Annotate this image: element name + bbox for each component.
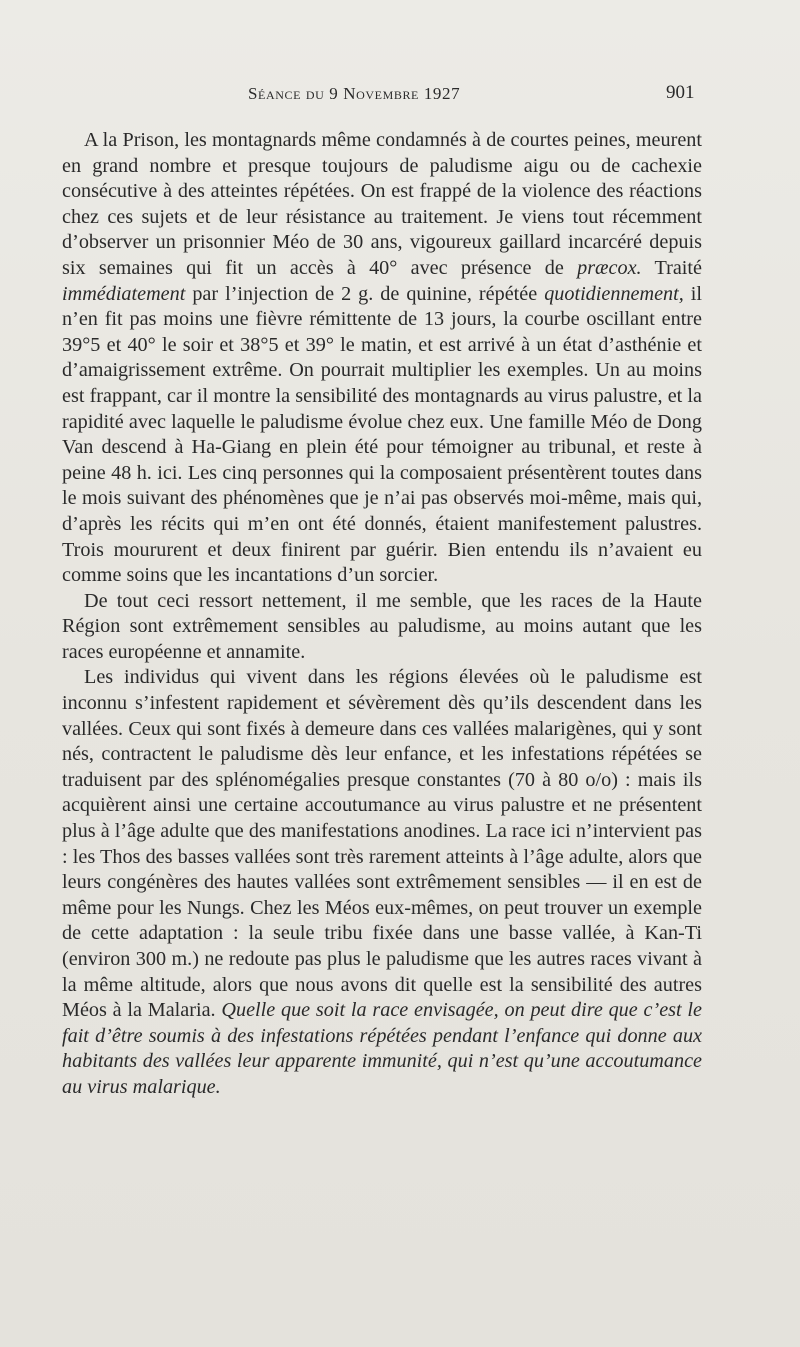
italic-run: quotidiennement,: [544, 282, 684, 305]
paragraph: [62, 128, 702, 589]
italic-run: Quelle que soit la race envisagée, on peut dire que c’est le fait d’être soumis à des infestations répétées pendant l’enfance qui donne aux habitants des vallées leur apparente immunité, qui n’est qu’une accoutumance au virus malarique.: [62, 999, 702, 1098]
text-run: De tout ceci ressort nettement, il me semble, que les races de la Haute Région sont extrêmement sensibles au paludisme, au moins autant que les races européenne et annamite.: [62, 589, 702, 663]
text-run: Les individus qui vivent dans les régions élevées où le paludisme est inconnu s’infestent rapidement et sévèrement dès qu’ils descendent dans les vallées. Ceux qui sont fixés à demeure dans ces vallées malarigènes, qui y sont nés, contractent le paludisme dès leur enfance, et les infestations répétées se traduisent par des splénomégalies presque constantes (70 à 80 o/o) : mais ils acquièrent ainsi une certaine accoutumance au virus palustre et ne présentent plus à l’âge adulte que des manifestations anodines. La race ici n’intervient pas : les Thos des basses vallées sont très rarement atteints à l’âge adulte, alors que leurs congénères des hautes vallées sont extrêmement sensibles — il en est de même pour les Nungs. Chez les Méos eux-mêmes, on peut trouver un exemple de cette adaptation : la seule tribu fixée dans une basse vallée, à Kan-Ti (environ 300 m.) ne redoute pas plus le paludisme que les autres races vivant à la même altitude, alors que nous avons dit quelle est la sensibilité des autres Méos à la Malaria.: [62, 666, 702, 1022]
text-run: il n’en fit pas moins une fièvre rémittente de 13 jours, la courbe oscillant entre 39°5 et 40° le soir et 38°5 et 39° le matin, et est arrivé à un état d’asthénie et d’amaigrissement extrême. On pourrait multiplier les exemples. Un au moins est frappant, car il montre la sensibilité des montagnards au virus palustre, et la rapidité avec laquelle le paludisme évolue chez eux. Une famille Méo de Dong Van descend à Ha-Giang en plein été pour témoigner au tribunal, et reste à peine 48 h. ici. Les cinq personnes qui la composaient présentèrent toutes dans le mois suivant des phénomènes que je n’ai pas observés moi-même, mais qui, d’après les récits qui m’en ont été donnés, étaient manifestement palustres. Trois moururent et deux finirent par guérir. Bien entendu ils n’avaient eu comme soins que les incantations d’un sorcier.: [62, 282, 703, 587]
page-header: [0, 82, 800, 112]
paragraph: [62, 589, 702, 666]
body-text: [62, 128, 702, 1101]
running-head: Séance du 9 Novembre 1927: [248, 84, 461, 103]
italic-run: immédiatement: [62, 282, 186, 305]
page-number: 901: [666, 82, 695, 103]
text-run: par l’injection de 2 g. de quinine, répétée: [185, 282, 545, 305]
text-run: A la Prison, les montagnards même condamnés à de courtes peines, meurent en grand nombre et presque toujours de paludisme aigu ou de cachexie consécutive à des atteintes répétées. On est frappé de la violence des réactions chez ces sujets et de leur résistance au traitement. Je viens tout récemment d’observer un prisonnier Méo de 30 ans, vigoureux gaillard incarcéré depuis six semaines qui fit un accès à 40° avec présence de: [62, 129, 702, 279]
italic-run: præcox.: [577, 256, 642, 279]
paragraph: [62, 665, 702, 1100]
text-run: Traité: [641, 256, 702, 279]
